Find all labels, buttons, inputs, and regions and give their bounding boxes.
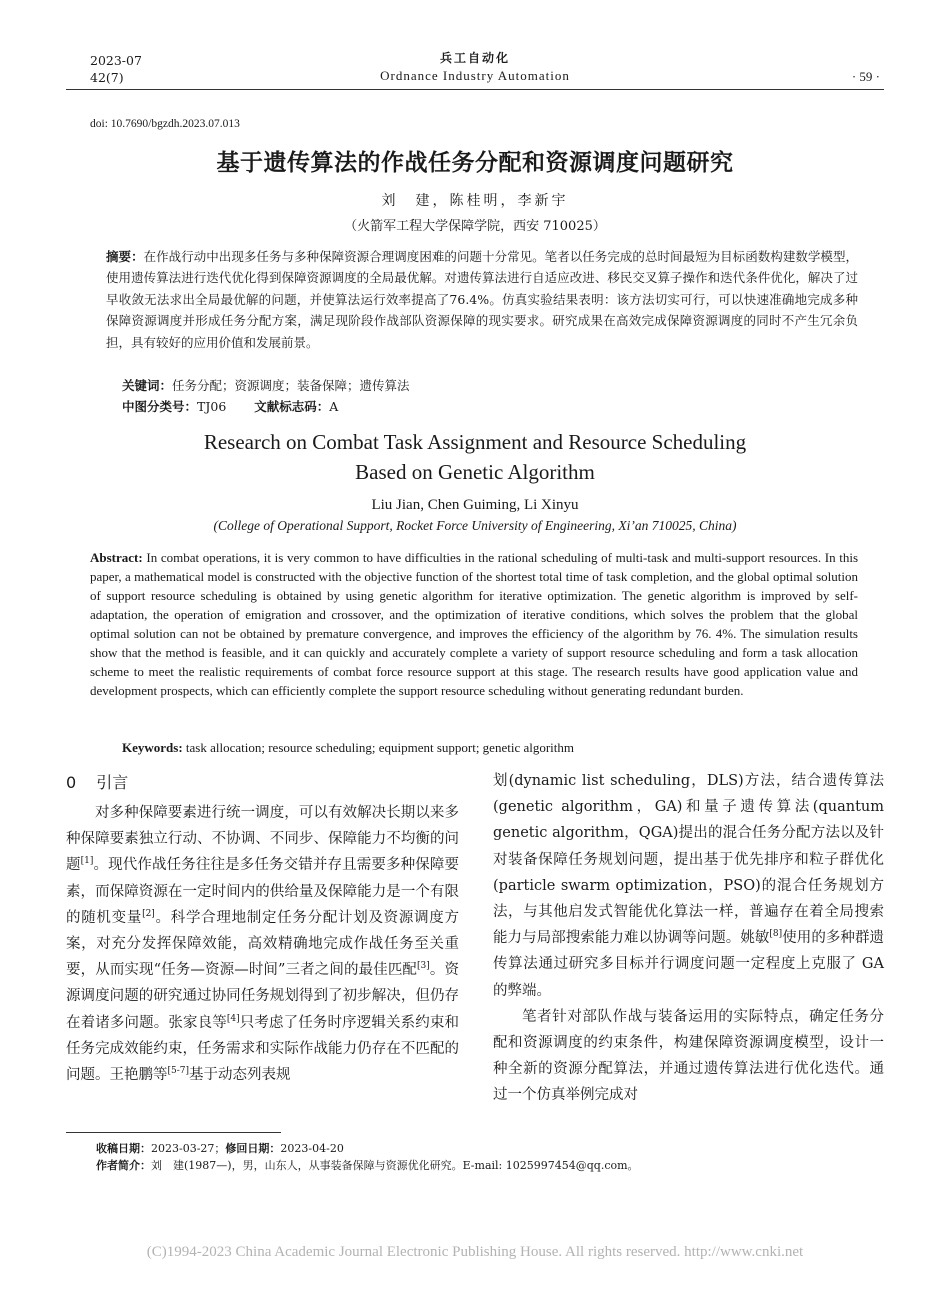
abstract-en xyxy=(90,548,858,700)
doc-code-value: A xyxy=(329,399,339,414)
abstract-en-label: Abstract: xyxy=(90,550,143,565)
keywords-en xyxy=(122,738,574,757)
keywords-cn-label: 关键词： xyxy=(122,378,173,393)
section-title: 引言 xyxy=(96,773,129,792)
copyright-footer: (C)1994-2023 China Academic Journal Electronic Publishing House. All rights reserved. http://www.cnki.net xyxy=(146,1244,804,1260)
text-run: 使用的多种群遗传算法通过研究多目标并行调度问题一定程度上克服了 GA 的弊端。 xyxy=(493,930,885,999)
text-run: 。资源调度问题的研究通过协同任务规划得到了初步解决，但仍存在着诸多问题。张家良等 xyxy=(66,962,459,1031)
issue-date: 2023-07 xyxy=(90,53,142,68)
affiliation-en-text: (College of Operational Support, Rocket Force University of Engineering, Xi’an 710025, China) xyxy=(213,518,737,533)
issue-volume: 42(7) xyxy=(90,70,124,85)
abstract-cn-text: 在作战行动中出现多任务与多种保障资源合理调度困难的问题十分常见。笔者以任务完成的总时间最短为目标函数构建数学模型，使用遗传算法进行迭代优化得到保障资源调度的全局最优解。对遗传算法进行自适应改进、移民交叉算子操作和迭代条件优化，解决了过早收敛无法求出全局最优解的问题，并使算法运行效率提高了76.4%。仿真实验结果表明：该方法切实可行，可以快速准确地完成多种保障资源调度并形成任务分配方案，满足现阶段作战部队资源保障的现实要求。研究成果在高效完成保障资源调度的同时不产生冗余负担，具有较好的应用价值和发展前景。 xyxy=(106,249,858,350)
affiliation-en xyxy=(0,518,950,534)
footnote-author xyxy=(96,1157,639,1174)
header-rule xyxy=(66,89,884,90)
section-number: 0 xyxy=(66,773,77,792)
keywords-cn-text: 任务分配；资源调度；装备保障；遗传算法 xyxy=(172,378,410,393)
clc-label: 中图分类号： xyxy=(122,399,198,414)
title-en-line2: Based on Genetic Algorithm xyxy=(355,460,595,484)
keywords-cn xyxy=(122,376,410,396)
journal-name-en: Ordnance Industry Automation xyxy=(380,68,570,83)
journal-header xyxy=(0,51,950,85)
citation-ref[interactable]: [2] xyxy=(142,908,155,919)
citation-ref[interactable]: [5-7] xyxy=(167,1066,190,1077)
received-date: 2023-03-27； xyxy=(151,1142,226,1155)
classification xyxy=(122,397,338,417)
abstract-cn xyxy=(106,246,858,353)
title-cn: 基于遗传算法的作战任务分配和资源调度问题研究 xyxy=(216,150,734,176)
abstract-en-text: In combat operations, it is very common to have difficulties in the rational scheduling of multi-task and multi-support resources. In this paper, a mathematical model is constructed with the objective function of the shortest total time of task completion, and the global optimal solution of support resource scheduling is obtained by using genetic algorithm for iterative optimization. The genetic algorithm is improved by self-adaptation, the operation of emigration and crossover, and the optimization of iterative conditions, which solves the problem that the global optimal solution can not be obtained by premature convergence, and improves the efficiency of the algorithm by 76. 4%. The simulation results show that the method is feasible, and it can quickly and accurately complete a variety of support resource scheduling and form a task allocation scheme to meet the realistic requirements of combat force resource support at this stage. The research results have good application value and development prospects, which can efficiently complete the support resource scheduling without generating redundant burden. xyxy=(90,550,859,698)
title-en-line1: Research on Combat Task Assignment and Resource Scheduling xyxy=(203,430,747,454)
right-column xyxy=(493,768,884,1109)
authors-en: Liu Jian, Chen Guiming, Li Xinyu xyxy=(371,497,579,513)
left-column xyxy=(66,800,459,1088)
footnote-dates xyxy=(96,1140,344,1157)
clc-value: TJ06 xyxy=(197,399,227,414)
text-run: 划(dynamic list scheduling，DLS)方法，结合遗传算法(genetic algorithm，GA)和量子遗传算法(quantum genetic algorithm，QGA)提出的混合任务分配方法以及针对装备保障任务规划问题，提出基于优先排序和粒子群优化(particle swarm optimization，PSO)的混合任务规划方法，与其他启发式智能优化算法一样，普遍存在着全局搜索能力与局部搜索能力难以协调等问题。姚敏 xyxy=(493,773,884,947)
doc-code-label: 文献标志码： xyxy=(254,399,330,414)
left-paragraph xyxy=(66,800,459,1088)
right-paragraph: 笔者针对部队作战与装备运用的实际特点，确定任务分配和资源调度的约束条件，构建保障资源调度模型，设计一种全新的资源分配算法，并通过遗传算法进行优化迭代。通过一个仿真举例完成对 xyxy=(493,1008,884,1104)
text-run: 。现代作战任务往往是多任务交错并存且需要多种保障要素，而保障资源在一定时间内的供给量及保障能力是一个有限的随机变量 xyxy=(66,857,459,926)
authors-cn: 刘 建，陈桂明，李新宇 xyxy=(381,193,569,209)
right-paragraph-continued xyxy=(493,768,884,1004)
text-run: 。科学合理地制定任务分配计划及资源调度方案，对充分发挥保障效能，高效精确地完成作战任务至关重要，从而实现“任务—资源—时间”三者之间的最佳匹配 xyxy=(66,909,460,979)
keywords-en-label: Keywords: xyxy=(122,740,183,755)
affiliation-cn: （火箭军工程大学保障学院，西安 710025） xyxy=(344,219,606,234)
section-heading xyxy=(66,770,128,793)
text-run: 基于动态列表规 xyxy=(189,1067,291,1084)
citation-ref[interactable]: [3] xyxy=(417,961,430,972)
text-run: 对多种保障要素进行统一调度，可以有效解决长期以来多种保障要素独立行动、不协调、不同步、保障能力不均衡的问题 xyxy=(66,805,459,874)
abstract-cn-label: 摘要： xyxy=(106,249,144,264)
citation-ref[interactable]: [8] xyxy=(769,929,783,940)
keywords-en-text: task allocation; resource scheduling; equipment support; genetic algorithm xyxy=(185,740,575,755)
title-en xyxy=(0,427,950,487)
revised-label: 修回日期： xyxy=(225,1142,281,1155)
journal-name-cn: 兵工自动化 xyxy=(439,51,510,65)
text-run: 只考虑了任务时序逻辑关系约束和任务完成效能约束，任务需求和实际作战能力仍存在不匹配的问题。王艳鹏等 xyxy=(66,1014,459,1084)
author-bio-label: 作者简介： xyxy=(96,1159,151,1172)
footnote-rule xyxy=(66,1132,281,1133)
author-bio: 刘 建(1987—)，男，山东人，从事装备保障与资源优化研究。E-mail: 1025997454@qq.com。 xyxy=(151,1159,639,1172)
doi: doi: 10.7690/bgzdh.2023.07.013 xyxy=(90,118,240,130)
page-number: · 59 · xyxy=(851,69,880,84)
citation-ref[interactable]: [4] xyxy=(226,1013,240,1024)
citation-ref[interactable]: [1] xyxy=(80,856,94,867)
revised-date: 2023-04-20 xyxy=(280,1142,344,1155)
received-label: 收稿日期： xyxy=(96,1142,151,1155)
